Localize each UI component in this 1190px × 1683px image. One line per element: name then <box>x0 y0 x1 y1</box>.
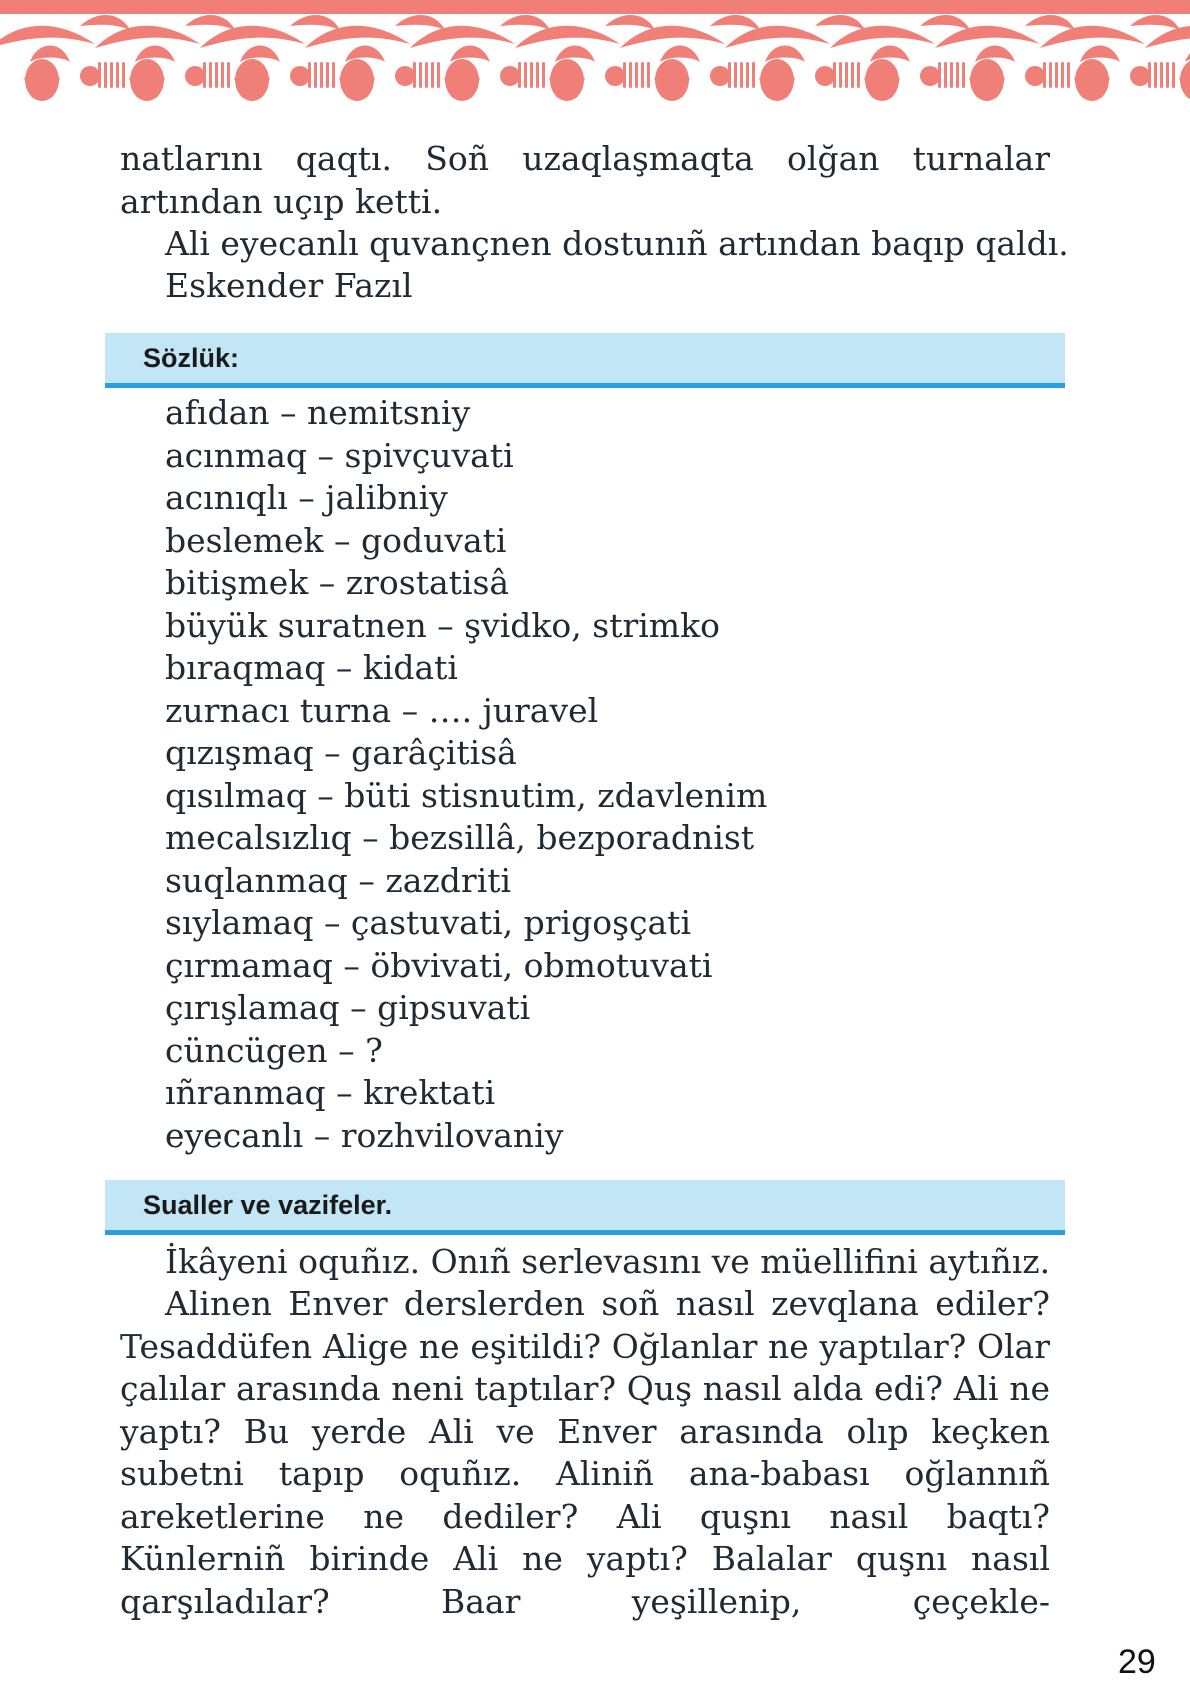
vine-leaf <box>660 46 700 63</box>
questions-header-band <box>105 1180 1065 1235</box>
fringe-stroke <box>1049 62 1052 88</box>
fringe-stroke <box>437 62 440 88</box>
fringe-stroke <box>944 62 947 88</box>
fringe-stroke <box>647 62 650 88</box>
fringe-stroke <box>734 62 737 88</box>
fringe-stroke <box>629 62 632 88</box>
glossary-entry: beslemek – goduvati <box>165 520 507 560</box>
fringe-stroke <box>1061 62 1064 88</box>
fringe-stroke <box>1067 62 1070 88</box>
berry-dot <box>1025 66 1045 86</box>
glossary-entry: acınıqlı – jalibniy <box>165 478 448 517</box>
tulip-petals <box>1179 76 1190 98</box>
vine-leaf <box>515 26 620 48</box>
fringe-stroke <box>203 62 206 88</box>
page-number: 29 <box>1118 1643 1156 1681</box>
vine-leaf <box>1080 46 1120 63</box>
glossary-entry: qızışmaq – garâçitisâ <box>165 733 517 772</box>
glossary-entry: büyük suratnen – şvidko, strimko <box>165 605 720 645</box>
berry-dot <box>920 66 940 86</box>
curl-leaf <box>1025 15 1075 30</box>
berry-dot <box>815 66 835 86</box>
curl-leaf <box>500 15 550 30</box>
glossary-entry: bıraqmaq – kidati <box>165 648 458 687</box>
berry-dot <box>1130 66 1150 86</box>
glossary-entry: acınmaq – spivçuvati <box>165 435 514 475</box>
questions-heading: Sualler ve vazifeler. <box>143 1190 393 1220</box>
fringe-stroke <box>623 62 626 88</box>
vine-leaf <box>830 26 935 48</box>
glossary-entry: çırmamaq – öbvivati, obmotuvati <box>165 945 713 985</box>
fringe-stroke <box>518 62 521 88</box>
berry-dot <box>185 66 205 86</box>
fringe-stroke <box>314 62 317 88</box>
fringe-stroke <box>530 62 533 88</box>
vine-leaf <box>345 46 385 63</box>
fringe-stroke <box>431 62 434 88</box>
fringe-stroke <box>839 62 842 88</box>
vine-leaf <box>95 26 200 48</box>
glossary-entry: ıñranmaq – krektati <box>165 1073 496 1112</box>
curl-leaf <box>605 15 655 30</box>
fringe-stroke <box>1166 62 1169 88</box>
fringe-stroke <box>542 62 545 88</box>
curl-leaf <box>920 15 970 30</box>
vine-leaf <box>305 26 410 48</box>
vine-leaf <box>1145 26 1190 48</box>
berry-dot <box>710 66 730 86</box>
vine-leaf <box>30 46 70 63</box>
fringe-stroke <box>116 62 119 88</box>
fringe-stroke <box>320 62 323 88</box>
glossary-heading: Sözlük: <box>143 343 240 373</box>
fringe-stroke <box>425 62 428 88</box>
fringe-stroke <box>956 62 959 88</box>
curl-leaf <box>1130 15 1180 30</box>
story-continuation: natlarını qaqtı. Soñ uzaqlaşmaqta olğan turnalar artından uçıp ketti. <box>120 139 1050 221</box>
vine-leaf <box>410 26 515 48</box>
vine-leaf <box>0 26 95 48</box>
fringe-stroke <box>950 62 953 88</box>
vine-leaf <box>240 46 280 63</box>
floral-ornament-border <box>0 0 1190 110</box>
fringe-stroke <box>1160 62 1163 88</box>
fringe-stroke <box>833 62 836 88</box>
fringe-stroke <box>227 62 230 88</box>
fringe-stroke <box>419 62 422 88</box>
fringe-stroke <box>728 62 731 88</box>
fringe-stroke <box>536 62 539 88</box>
fringe-stroke <box>1148 62 1151 88</box>
fringe-stroke <box>752 62 755 88</box>
vine-leaf <box>975 46 1015 63</box>
fringe-stroke <box>110 62 113 88</box>
fringe-stroke <box>740 62 743 88</box>
glossary-list <box>165 392 767 1157</box>
glossary-entry: eyecanlı – rozhvilovaniy <box>165 1115 564 1155</box>
curl-leaf <box>80 15 130 30</box>
fringe-stroke <box>122 62 125 88</box>
fringe-stroke <box>845 62 848 88</box>
fringe-stroke <box>326 62 329 88</box>
berry-dot <box>605 66 625 86</box>
questions-paragraph-1: İkâyeni oquñız. Onıñ serlevasını ve müellifini aytıñız. <box>165 1242 1051 1281</box>
vine-leaf <box>870 46 910 63</box>
berry-dot <box>500 66 520 86</box>
glossary-entry: afıdan – nemitsniy <box>165 393 471 432</box>
fringe-stroke <box>962 62 965 88</box>
fringe-stroke <box>308 62 311 88</box>
curl-leaf <box>815 15 865 30</box>
fringe-stroke <box>215 62 218 88</box>
glossary-entry: mecalsızlıq – bezsillâ, bezporadnist <box>165 818 755 857</box>
fringe-stroke <box>635 62 638 88</box>
fringe-stroke <box>104 62 107 88</box>
glossary-entry: zurnacı turna – …. juravel <box>165 690 599 730</box>
fringe-stroke <box>524 62 527 88</box>
vine-leaf <box>620 26 725 48</box>
vine-leaf <box>725 26 830 48</box>
berry-dot <box>290 66 310 86</box>
vine-leaf <box>450 46 490 63</box>
questions-paragraph-2: Alinen Enver derslerden soñ nasıl zevqlana ediler? Tesaddüfen Alige ne eşitildi? Oğlanlar ne yaptılar? Olar çalılar arasında neni taptılar? Quş nasıl alda edi? Ali ne yaptı? Bu yerde Ali ve Enver arasında olıp keçken subetni tapıp oquñız. Aliniñ ana-babası oğlannıñ areketlerine ne dediler? Ali quşnı nasıl baqtı? Künlerniñ birinde Ali ne yaptı? Balalar quşnı nasıl qarşıladılar? Baar yeşillenip, çeçekle- <box>120 1284 1050 1621</box>
story-closing-line: Ali eyecanlı quvançnen dostunıñ artından baqıp qaldı. <box>165 224 1069 263</box>
glossary-entry: çırışlamaq – gipsuvati <box>165 988 531 1027</box>
fringe-stroke <box>851 62 854 88</box>
fringe-stroke <box>938 62 941 88</box>
berry-dot <box>395 66 415 86</box>
fringe-stroke <box>413 62 416 88</box>
curl-leaf <box>185 15 235 30</box>
curl-leaf <box>290 15 340 30</box>
vine-leaf <box>1185 46 1190 63</box>
curl-leaf <box>395 15 445 30</box>
story-author: Eskender Fazıl <box>165 266 413 305</box>
vine-leaf <box>935 26 1040 48</box>
vine-leaf <box>200 26 305 48</box>
fringe-stroke <box>98 62 101 88</box>
fringe-stroke <box>641 62 644 88</box>
glossary-entry: sıylamaq – çastuvati, prigoşçati <box>165 903 692 942</box>
vine-leaf <box>555 46 595 63</box>
fringe-stroke <box>857 62 860 88</box>
fringe-stroke <box>1043 62 1046 88</box>
glossary-entry: cüncügen – ? <box>165 1030 383 1070</box>
glossary-entry: qısılmaq – büti stisnutim, zdavlenim <box>165 775 768 815</box>
fringe-stroke <box>1172 62 1175 88</box>
fringe-stroke <box>1154 62 1157 88</box>
fringe-stroke <box>209 62 212 88</box>
fringe-stroke <box>1055 62 1058 88</box>
glossary-entry: suqlanmaq – zazdriti <box>165 860 512 900</box>
fringe-stroke <box>221 62 224 88</box>
vine-leaf <box>135 46 175 63</box>
glossary-header-band <box>105 333 1065 388</box>
glossary-entry: bitişmek – zrostatisâ <box>165 563 510 602</box>
vine-leaf <box>1040 26 1145 48</box>
berry-dot <box>80 66 100 86</box>
vine-leaf <box>765 46 805 63</box>
fringe-stroke <box>332 62 335 88</box>
ornament-top-strip <box>0 0 1190 14</box>
curl-leaf <box>710 15 760 30</box>
fringe-stroke <box>746 62 749 88</box>
